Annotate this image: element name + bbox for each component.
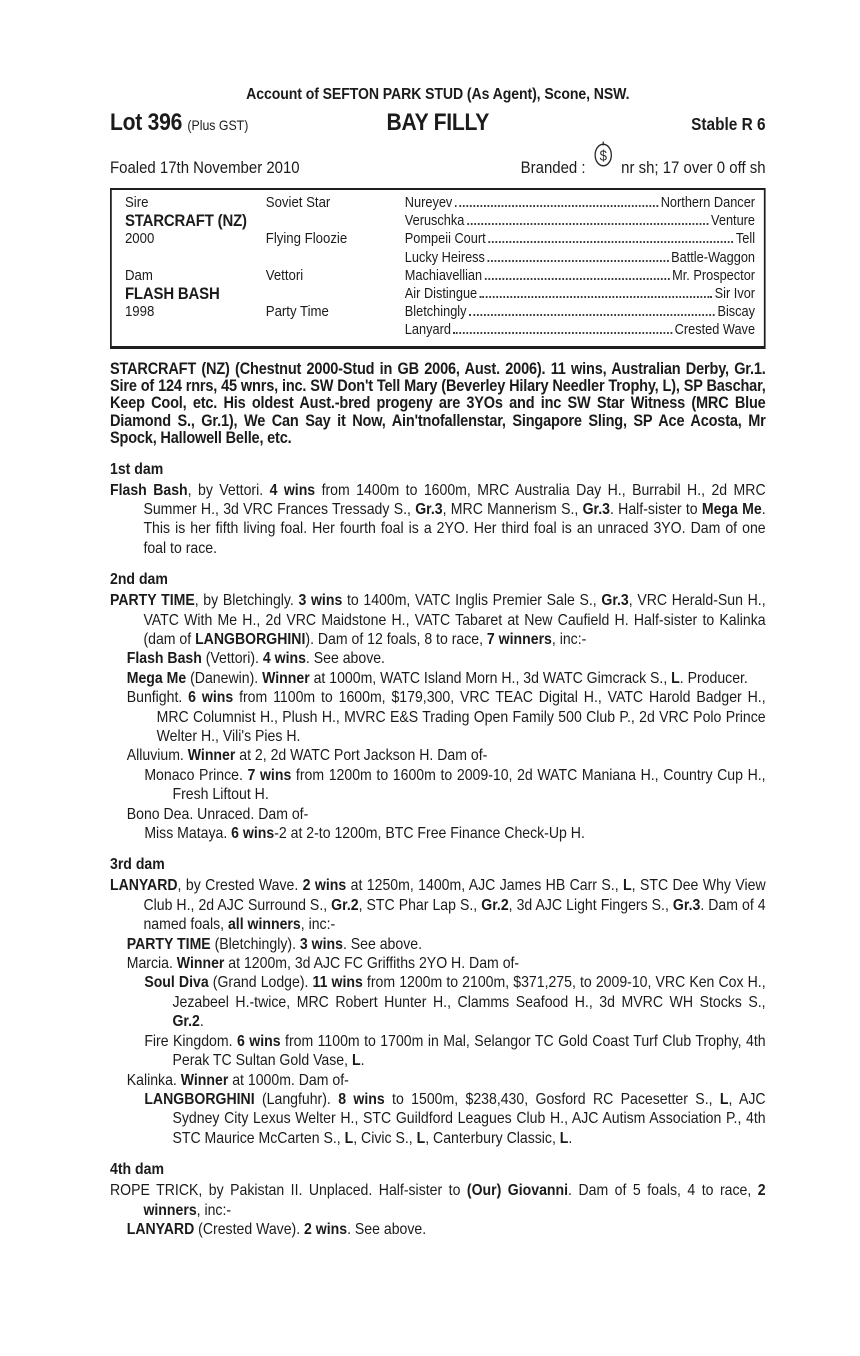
section-2nd-dam bbox=[110, 571, 766, 843]
gen3-row bbox=[405, 321, 755, 339]
progeny-entry: Miss Mataya. 6 wins-2 at 2-to 1200m, BTC Free Finance Check-Up H. bbox=[144, 825, 585, 843]
gen3-row bbox=[405, 194, 755, 212]
progeny-entry: Monaco Prince. 7 wins from 1200m to 1600m to 2009-10, 2d WATC Maniana H., Country Cup H., Fresh Liftout H. bbox=[144, 766, 766, 804]
sire-role-label: Sire bbox=[124, 194, 149, 211]
progeny-entry: PARTY TIME (Bletchingly). 3 wins. See above. bbox=[126, 935, 423, 953]
dot-leader bbox=[488, 239, 733, 243]
section-heading: 3rd dam bbox=[110, 856, 165, 874]
dam-paragraph: PARTY TIME, by Bletchingly. 3 wins to 1400m, VATC Inglis Premier Sale S., Gr.3, VRC Herald-Sun H., VATC With Me H., 2d VRC Maidstone H., VATC Tabaret at New Caufield H. Half-sister to Kalinka (dam of LANGBORGHINI). Dam of 12 foals, 8 to race, 7 winners, inc:- bbox=[110, 592, 766, 648]
dam-paragraph: ROPE TRICK, by Pakistan II. Unplaced. Half-sister to (Our) Giovanni. Dam of 5 foals, 4 to race, 2 winners, inc:- bbox=[110, 1182, 766, 1219]
progeny-entry: Mega Me (Danewin). Winner at 1000m, WATC Island Morn H., 3d WATC Gimcrack S., L. Producer. bbox=[126, 669, 748, 687]
dam-sire-name: Vettori bbox=[265, 266, 304, 284]
brand-glyph: $ bbox=[599, 146, 608, 164]
stable-number: Stable R 6 bbox=[691, 114, 766, 134]
section-paragraphs bbox=[110, 591, 766, 843]
page-content bbox=[110, 86, 766, 1239]
sire-dam-name: Flying Floozie bbox=[265, 230, 348, 248]
branded-label: Branded : bbox=[520, 158, 586, 177]
gen3-right-name: Crested Wave bbox=[674, 322, 756, 339]
horse-description: BAY FILLY bbox=[386, 109, 490, 136]
foaled-date: Foaled 17th November 2010 bbox=[110, 158, 300, 177]
progeny-entry: LANYARD (Crested Wave). 2 wins. See above. bbox=[126, 1220, 427, 1238]
gen3-left-name: Veruschka bbox=[404, 213, 465, 230]
sire-year: 2000 bbox=[124, 230, 155, 248]
gen3-right-name: Mr. Prospector bbox=[672, 267, 756, 284]
gen3-row bbox=[405, 230, 755, 248]
sire-blurb: STARCRAFT (NZ) (Chestnut 2000-Stud in GB 2006, Aust. 2006). 11 wins, Australian Derby, Gr.1. Sire of 124 rnrs, 45 wnrs, inc. SW Don't Tell Mary (Beverley Hilary Needler Trophy, L), SP Baschar, Keep Cool, etc. His oldest Aust.-bred progeny are 3YOs and inc SW Star Witness (MRC Blue Diamond S., Gr.1), We Can Say it Now, Ain'tnofallenstar, Singapore Sling, SP Ace Acosta, Mr Spock, Hallowell Belle, etc. bbox=[110, 359, 766, 448]
progeny-entry: Flash Bash (Vettori). 4 wins. See above. bbox=[126, 650, 385, 668]
gen3-left-name: Bletchingly bbox=[404, 304, 467, 321]
foaled-row bbox=[110, 145, 766, 178]
gen3-left-name: Machiavellian bbox=[404, 267, 483, 284]
sire-name: STARCRAFT (NZ) bbox=[124, 211, 247, 231]
gen3-left-name: Air Distingue bbox=[404, 285, 478, 302]
section-1st-dam bbox=[110, 461, 766, 559]
gen3-left-name: Lanyard bbox=[404, 322, 451, 339]
dam-name: FLASH BASH bbox=[124, 283, 220, 303]
gen3-right-name: Biscay bbox=[717, 304, 756, 321]
dam-paragraph: LANYARD, by Crested Wave. 2 wins at 1250m, 1400m, AJC James HB Carr S., L, STC Dee Why View Club H., 2d AJC Surround S., Gr.2, STC Phar Lap S., Gr.2, 3d AJC Light Fingers S., Gr.3. Dam of 4 named foals, all winners, inc:- bbox=[110, 877, 766, 934]
dot-leader bbox=[480, 294, 712, 298]
dam-paragraph: Flash Bash, by Vettori. 4 wins from 1400m to 1600m, MRC Australia Day H., Burrabil H., 2d MRC Summer H., 3d VRC Frances Tressady S., Gr.3, MRC Mannerism S., Gr.3. Half-sister to Mega Me. This is her fifth living foal. Her fourth foal is a 2YO. Her third foal is an unraced 3YO. Dam of one foal to race. bbox=[110, 481, 766, 557]
stud-brand-icon bbox=[592, 140, 614, 173]
dam-role-label: Dam bbox=[124, 266, 153, 284]
account-line: Account of SEFTON PARK STUD (As Agent), Scone, NSW. bbox=[246, 86, 630, 103]
dot-leader bbox=[455, 203, 658, 207]
dot-leader bbox=[454, 330, 672, 334]
lot-gst-note: (Plus GST) bbox=[187, 117, 249, 133]
gen3-right-name: Northern Dancer bbox=[660, 195, 756, 211]
progeny-entry: Soul Diva (Grand Lodge). 11 wins from 1200m to 2100m, $371,275, to 2009-10, VRC Ken Cox H., Jezabeel H.-twice, MRC Robert Hunter H., Clamms Seafood H., 3d MVRC WH Stocks S., Gr.2. bbox=[144, 974, 766, 1031]
section-paragraphs bbox=[110, 876, 766, 1148]
gen3-row bbox=[405, 303, 755, 321]
dot-leader bbox=[469, 312, 715, 316]
section-4th-dam bbox=[110, 1161, 766, 1239]
gen3-right-name: Sir Ivor bbox=[714, 285, 756, 302]
section-paragraphs bbox=[110, 1181, 766, 1239]
progeny-entry: Marcia. Winner at 1200m, 3d AJC FC Griffiths 2YO H. Dam of- bbox=[126, 955, 520, 973]
progeny-entry: Bono Dea. Unraced. Dam of- bbox=[126, 805, 309, 823]
pedigree-table bbox=[110, 188, 766, 349]
section-paragraphs bbox=[110, 481, 766, 559]
dot-leader bbox=[485, 276, 670, 280]
sire-sire-name: Soviet Star bbox=[265, 194, 331, 211]
gen3-row bbox=[405, 285, 755, 303]
progeny-entry: Kalinka. Winner at 1000m. Dam of- bbox=[126, 1071, 349, 1089]
gen3-left-name: Nureyev bbox=[404, 195, 453, 211]
dam-dam-name: Party Time bbox=[265, 303, 329, 321]
progeny-entry: LANGBORGHINI (Langfuhr). 8 wins to 1500m, $238,430, Gosford RC Pacesetter S., L, AJC Sydney City Lexus Welter H., STC Guildford Leagues Club H., AJC Autism Association P., 4th STC Maurice McCarten S., L, Civic S., L, Canterbury Classic, L. bbox=[144, 1090, 766, 1147]
section-heading: 2nd dam bbox=[110, 571, 168, 589]
gen3-left-name: Pompeii Court bbox=[404, 231, 486, 248]
gen3-right-name: Battle-Waggon bbox=[671, 249, 756, 266]
gen3-left-name: Lucky Heiress bbox=[404, 249, 485, 266]
section-3rd-dam bbox=[110, 856, 766, 1148]
progeny-entry: Alluvium. Winner at 2, 2d WATC Port Jackson H. Dam of- bbox=[126, 747, 488, 765]
branded-info bbox=[521, 145, 766, 178]
lot-number: Lot 396 bbox=[110, 109, 183, 136]
gen3-row bbox=[405, 212, 755, 230]
progeny-entry: Fire Kingdom. 6 wins from 1100m to 1700m in Mal, Selangor TC Gold Coast Turf Club Trophy, 4th Perak TC Sultan Gold Vase, L. bbox=[144, 1032, 766, 1070]
section-heading: 1st dam bbox=[110, 460, 164, 478]
dot-leader bbox=[467, 221, 708, 225]
branded-detail: nr sh; 17 over 0 off sh bbox=[621, 158, 766, 177]
gen3-right-name: Venture bbox=[711, 213, 756, 230]
dam-year: 1998 bbox=[124, 303, 155, 321]
gen3-row bbox=[405, 267, 755, 285]
progeny-entry: Bunfight. 6 wins from 1100m to 1600m, $179,300, VRC TEAC Digital H., VATC Harold Badger H., MRC Columnist H., Plush H., MVRC E&S Trading Open Family 500 Club P., 2d VRC Polo Prince Welter H., Vili's Pies H. bbox=[126, 689, 766, 745]
section-heading: 4th dam bbox=[110, 1161, 164, 1179]
lot-left bbox=[110, 109, 387, 137]
lot-row bbox=[110, 109, 766, 137]
dot-leader bbox=[488, 258, 669, 262]
gen3-right-name: Tell bbox=[735, 231, 756, 248]
gen3-row bbox=[405, 249, 755, 267]
